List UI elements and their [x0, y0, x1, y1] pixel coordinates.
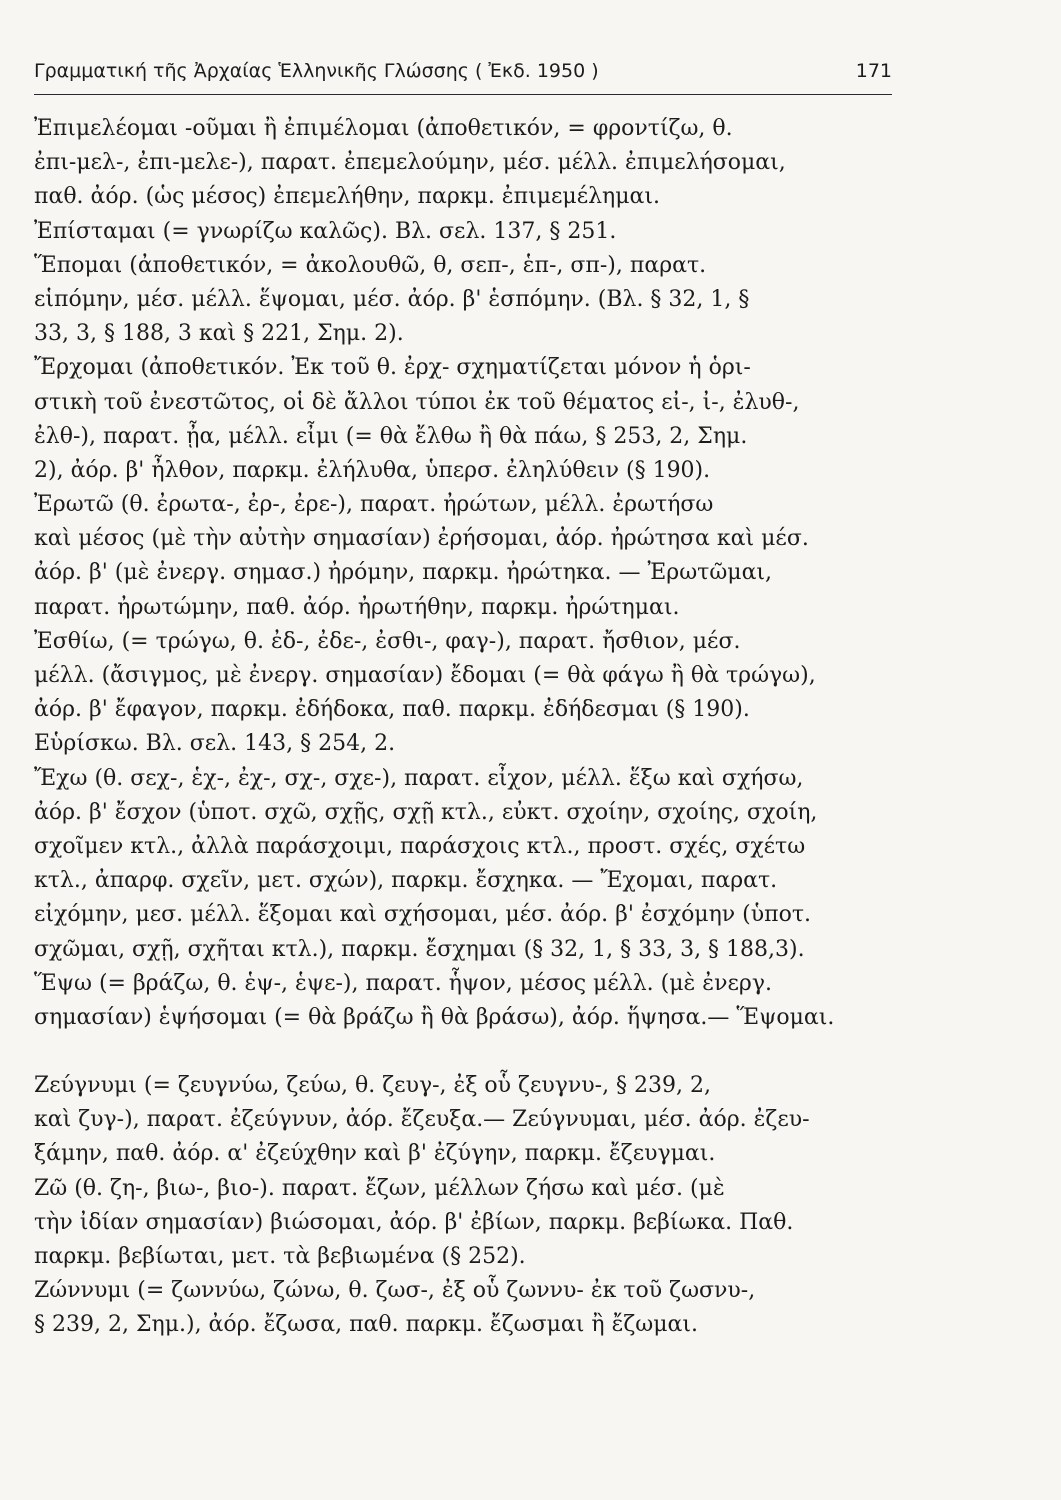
text-line: Ἐπιμελέομαι -οῦμαι ἢ ἐπιμέλομαι (ἀποθετικόν, = φροντίζω, θ. — [34, 116, 733, 141]
text-line: μέλλ. (ἄσιγμος, μὲ ἐνεργ. σημασίαν) ἔδομαι (= θὰ φάγω ἢ θὰ τρώγω), — [34, 663, 816, 688]
text-line: εἰχόμην, μεσ. μέλλ. ἕξομαι καὶ σχήσομαι, μέσ. ἀόρ. β' ἐσχόμην (ὑποτ. — [34, 902, 811, 928]
section-gap — [34, 1035, 892, 1069]
text-line: Ἐρωτῶ (θ. ἐρωτα-, ἐρ-, ἐρε-), παρατ. ἠρώτων, μέλλ. ἐρωτήσω — [34, 492, 714, 518]
text-line: εἱπόμην, μέσ. μέλλ. ἕψομαι, μέσ. ἀόρ. β' ἑσπόμην. (Βλ. § 32, 1, § — [34, 286, 750, 312]
text-line: § 239, 2, Σημ.), ἀόρ. ἔζωσα, παθ. παρκμ. ἔζωσμαι ἢ ἔζωμαι. — [34, 1312, 699, 1338]
text-line: Ζώννυμι (= ζωννύω, ζώνω, θ. ζωσ-, ἐξ οὗ ζωννυ- ἐκ τοῦ ζωσνυ-, — [34, 1278, 756, 1304]
text-line: Ἐσθίω, (= τρώγω, θ. ἐδ-, ἐδε-, ἐσθι-, φαγ-), παρατ. ἤσθιον, μέσ. — [34, 628, 741, 654]
text-line: κτλ., ἀπαρφ. σχεῖν, μετ. σχών), παρκμ. ἔσχηκα. — Ἔχομαι, παρατ. — [34, 868, 778, 894]
text-line: Ἐπίσταμαι (= γνωρίζω καλῶς). Βλ. σελ. 137, § 251. — [34, 218, 617, 244]
page-number: 171 — [855, 60, 892, 82]
text-line: σχῶμαι, σχῇ, σχῆται κτλ.), παρκμ. ἔσχημαι (§ 32, 1, § 33, 3, § 188,3). — [34, 936, 805, 962]
text-line: ἀόρ. β' ἔφαγον, παρκμ. ἐδήδοκα, παθ. παρκμ. ἐδήδεσμαι (§ 190). — [34, 697, 750, 723]
text-line: καὶ μέσος (μὲ τὴν αὐτὴν σημασίαν) ἐρήσομαι, ἀόρ. ἠρώτησα καὶ μέσ. — [34, 526, 809, 552]
text-line: καὶ ζυγ-), παρατ. ἐζεύγνυν, ἀόρ. ἔζευξα.— Ζεύγνυμαι, μέσ. ἀόρ. ἐζευ- — [34, 1107, 810, 1133]
text-line: 2), ἀόρ. β' ἦλθον, παρκμ. ἐλήλυθα, ὑπερσ. ἐληλύθειν (§ 190). — [34, 457, 711, 483]
text-line: 33, 3, § 188, 3 καὶ § 221, Σημ. 2). — [34, 321, 404, 347]
text-line: Εὑρίσκω. Βλ. σελ. 143, § 254, 2. — [34, 731, 396, 757]
text-line: σχοῖμεν κτλ., ἀλλὰ παράσχοιμι, παράσχοις κτλ., προστ. σχές, σχέτω — [34, 833, 806, 859]
text-line: Ἕπομαι (ἀποθετικόν, = ἀκολουθῶ, θ, σεπ-, ἑπ-, σπ-), παρατ. — [34, 252, 707, 278]
running-header — [34, 46, 892, 95]
text-line: ἀόρ. β' ἔσχον (ὑποτ. σχῶ, σχῇς, σχῇ κτλ., εὐκτ. σχοίην, σχοίης, σχοίη, — [34, 799, 818, 825]
header-title: Γραμματική τῆς Ἀρχαίας Ἑλληνικῆς Γλώσσης ( Ἐκδ. 1950 ) — [34, 60, 599, 82]
text-line: ἐλθ-), παρατ. ᾖα, μέλλ. εἶμι (= θὰ ἔλθω ἢ θὰ πάω, § 253, 2, Σημ. — [34, 423, 748, 449]
text-line: τὴν ἰδίαν σημασίαν) βιώσομαι, ἀόρ. β' ἐβίων, παρκμ. βεβίωκα. Παθ. — [34, 1209, 794, 1235]
text-line: ἀόρ. β' (μὲ ἐνεργ. σημασ.) ἠρόμην, παρκμ. ἠρώτηκα. — Ἐρωτῶμαι, — [34, 560, 773, 586]
text-line: παρατ. ἠρωτώμην, παθ. ἀόρ. ἠρωτήθην, παρκμ. ἠρώτημαι. — [34, 594, 680, 620]
text-line: Ζεύγνυμι (= ζευγνύω, ζεύω, θ. ζευγ-, ἐξ οὗ ζευγνυ-, § 239, 2, — [34, 1073, 712, 1099]
text-line: ξάμην, παθ. ἀόρ. α' ἐζεύχθην καὶ β' ἐζύγην, παρκμ. ἔζευγμαι. — [34, 1141, 716, 1167]
text-line: παθ. ἀόρ. (ὡς μέσος) ἐπεμελήθην, παρκμ. ἐπιμεμέλημαι. — [34, 184, 660, 210]
text-line: παρκμ. βεβίωται, μετ. τὰ βεβιωμένα (§ 252). — [34, 1244, 526, 1269]
text-line: Ζῶ (θ. ζη-, βιω-, βιο-). παρατ. ἔζων, μέλλων ζήσω καὶ μέσ. (μὲ — [34, 1175, 725, 1201]
text-line: στικὴ τοῦ ἐνεστῶτος, οἱ δὲ ἄλλοι τύποι ἐκ τοῦ θέματος εἰ-, ἰ-, ἐλυθ-, — [34, 389, 800, 415]
entries-text — [34, 112, 892, 1343]
text-line: Ἔρχομαι (ἀποθετικόν. Ἐκ τοῦ θ. ἐρχ- σχηματίζεται μόνον ἡ ὁρι- — [34, 355, 751, 381]
text-line: ἐπι-μελ-, ἐπι-μελε-), παρατ. ἐπεμελούμην, μέσ. μέλλ. ἐπιμελήσομαι, — [34, 150, 786, 176]
text-line: Ἕψω (= βράζω, θ. ἑψ-, ἑψε-), παρατ. ἧψον, μέσος μέλλ. (μὲ ἐνεργ. — [34, 970, 772, 996]
text-line: Ἔχω (θ. σεχ-, ἑχ-, ἐχ-, σχ-, σχε-), παρατ. εἶχον, μέλλ. ἕξω καὶ σχήσω, — [34, 765, 804, 791]
text-line: σημασίαν) ἑψήσομαι (= θὰ βράζω ἢ θὰ βράσω), ἀόρ. ἥψησα.— Ἕψομαι. — [34, 1004, 835, 1030]
